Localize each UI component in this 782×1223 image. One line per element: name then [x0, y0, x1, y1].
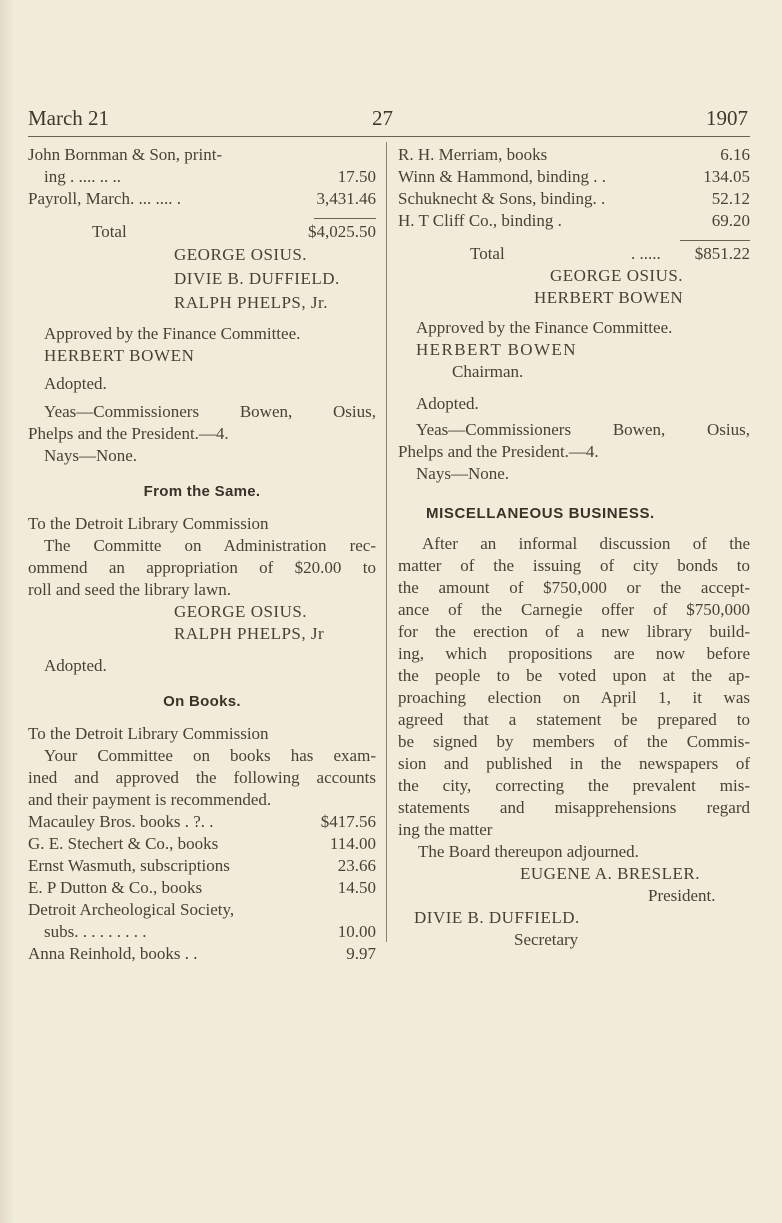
president-title: President. [648, 886, 716, 905]
misc-text-line: matter of the issuing of city bonds to [398, 556, 750, 575]
header-page-number: 27 [372, 106, 393, 130]
signer-name: DIVIE B. DUFFIELD. [174, 269, 340, 288]
total-rule [680, 240, 750, 241]
committee-text-line: ommend an appropriation of $20.00 to [28, 558, 376, 577]
vote-nays: Nays—None. [416, 464, 510, 483]
account-label: Macauley Bros. books . ?. . [28, 812, 214, 831]
adopted-text: Adopted. [416, 394, 479, 413]
account-amount: 69.20 [711, 211, 750, 230]
section-heading: From the Same. [143, 483, 261, 500]
total-label: Total [470, 244, 505, 263]
section-heading: MISCELLANEOUS BUSINESS. [426, 505, 655, 522]
total-row [398, 243, 750, 265]
signature-block [28, 243, 376, 315]
signer-name: GEORGE OSIUS. [550, 266, 684, 285]
total-label: Total [92, 222, 127, 241]
total-amount: $4,025.50 [308, 222, 376, 241]
account-label: ing . .... .. .. [44, 167, 121, 186]
misc-text-line: agreed that a statement be prepared to [398, 710, 750, 729]
header-rule [28, 136, 750, 137]
secretary-name: DIVIE B. DUFFIELD. [414, 908, 580, 927]
total-amount: $851.22 [694, 244, 750, 263]
account-row [28, 144, 376, 166]
misc-text-line: the people to be voted upon at the ap- [398, 666, 750, 685]
misc-text-line: sion and published in the newspapers of [398, 754, 750, 773]
section-heading: On Books. [163, 693, 241, 710]
misc-text-line: ance of the Carnegie offer of $750,000 [398, 600, 750, 619]
committee-text-line: The Committe on Administration rec- [44, 536, 376, 555]
total-row [28, 221, 376, 243]
account-label: John Bornman & Son, print- [28, 145, 223, 164]
account-amount: 3,431.46 [316, 189, 376, 208]
signer-name: RALPH PHELPS, Jr [174, 624, 325, 643]
account-row [28, 855, 376, 877]
approver-name: HERBERT BOWEN [44, 346, 195, 365]
page-binding-edge [0, 0, 14, 1223]
vote-yeas: Yeas—Commissioners Bowen, Osius, [416, 420, 750, 439]
approval-text: Approved by the Finance Committee. [44, 324, 301, 343]
approver-name: HERBERT BOWEN [416, 340, 577, 359]
account-label: Winn & Hammond, binding . . [398, 167, 607, 186]
approver-title: Chairman. [452, 362, 524, 381]
account-label: H. T Cliff Co., binding . [398, 211, 562, 230]
account-row [398, 210, 750, 232]
account-row [398, 166, 750, 188]
account-label: Payroll, March. ... .... . [28, 189, 181, 208]
signer-name: RALPH PHELPS, Jr. [174, 293, 328, 312]
account-row [28, 811, 376, 833]
signer-name: HERBERT BOWEN [534, 288, 684, 307]
account-label: R. H. Merriam, books [398, 145, 548, 164]
account-amount: $417.56 [320, 812, 376, 831]
vote-yeas-continued: Phelps and the President.—4. [28, 424, 229, 443]
account-amount: 23.66 [337, 856, 376, 875]
account-label: G. E. Stechert & Co., books [28, 834, 219, 853]
account-label: E. P Dutton & Co., books [28, 878, 203, 897]
account-label: Anna Reinhold, books . . [28, 944, 198, 963]
misc-text-line: statements and misapprehensions regard [398, 798, 750, 817]
misc-text-line: for the erection of a new library build- [398, 622, 750, 641]
right-column [398, 144, 750, 951]
vote-yeas: Yeas—Commissioners Bowen, Osius, [44, 402, 376, 421]
account-amount: 134.05 [703, 167, 750, 186]
account-amount: 14.50 [337, 878, 376, 897]
account-label: Schuknecht & Sons, binding. . [398, 189, 606, 208]
misc-text-line: ing the matter [398, 820, 493, 839]
account-row [398, 144, 750, 166]
vote-nays: Nays—None. [44, 446, 138, 465]
signature-block [28, 601, 376, 645]
header-year: 1907 [706, 106, 748, 130]
books-text-line: Your Committee on books has exam- [44, 746, 376, 765]
account-row [28, 166, 376, 188]
signer-name: GEORGE OSIUS. [174, 245, 308, 264]
account-label: Ernst Wasmuth, subscriptions [28, 856, 230, 875]
account-row [28, 833, 376, 855]
books-text-line: and their payment is recommended. [28, 790, 272, 809]
account-row [28, 921, 376, 943]
account-amount: 52.12 [711, 189, 750, 208]
misc-text-line: the city, correcting the prevalent mis- [398, 776, 750, 795]
committee-text-line: roll and seed the library lawn. [28, 580, 231, 599]
signature-block [398, 265, 750, 309]
signer-name: GEORGE OSIUS. [174, 602, 308, 621]
approval-text: Approved by the Finance Committee. [416, 318, 673, 337]
misc-text-line: proaching election on April 1, it was [398, 688, 750, 707]
account-amount: 114.00 [329, 834, 376, 853]
misc-text-line: be signed by members of the Commis- [398, 732, 750, 751]
header-date: March 21 [28, 106, 110, 130]
total-dots: . ..... [631, 244, 661, 263]
addressee: To the Detroit Library Commission [28, 514, 269, 533]
account-amount: 6.16 [720, 145, 750, 164]
account-amount: 17.50 [337, 167, 376, 186]
account-label: subs. . . . . . . . . [44, 922, 147, 941]
vote-yeas-continued: Phelps and the President.—4. [398, 442, 599, 461]
account-row [28, 899, 376, 921]
misc-text-line: ing, which propositions are now before [398, 644, 750, 663]
president-name: EUGENE A. BRESLER. [520, 864, 700, 883]
account-amount: 9.97 [346, 944, 376, 963]
books-text-line: ined and approved the following accounts [28, 768, 376, 787]
account-amount: 10.00 [337, 922, 376, 941]
left-column [28, 144, 376, 965]
total-rule [314, 218, 376, 219]
secretary-title: Secretary [514, 930, 579, 949]
account-row [28, 943, 376, 965]
addressee: To the Detroit Library Commission [28, 724, 269, 743]
misc-text-line: After an informal discussion of the [422, 534, 750, 553]
account-row [28, 877, 376, 899]
adopted-text: Adopted. [44, 656, 107, 675]
adopted-text: Adopted. [44, 374, 107, 393]
misc-text-line: the amount of $750,000 or the accept- [398, 578, 750, 597]
column-divider [386, 142, 387, 942]
account-row [398, 188, 750, 210]
account-row [28, 188, 376, 210]
account-label: Detroit Archeological Society, [28, 900, 235, 919]
adjourned-text: The Board thereupon adjourned. [418, 842, 639, 861]
